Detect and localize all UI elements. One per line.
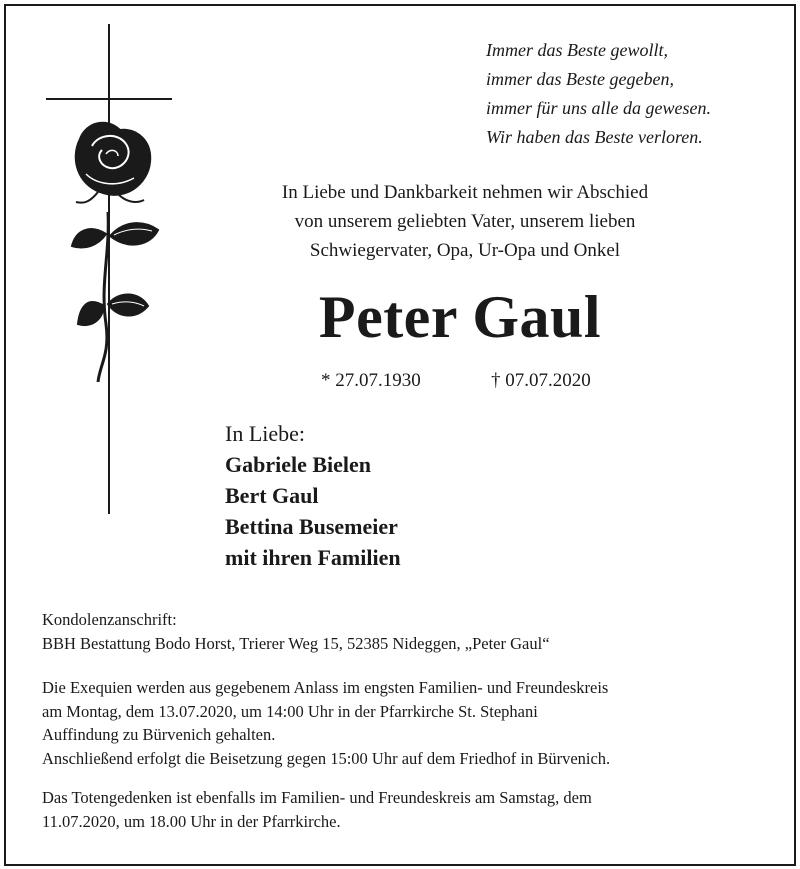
intro-line: In Liebe und Dankbarkeit nehmen wir Abschied [281,182,649,203]
poem-line: Immer das Beste gewollt, [486,40,668,60]
exequien-block [42,676,762,770]
poem-line: immer für uns alle da gewesen. [486,98,711,118]
mourner-name: Bettina Busemeier [225,514,398,539]
birth-date: * 27.07.1930 [321,370,421,391]
condolence-block [42,608,762,655]
cross-icon [40,24,180,524]
mourner-name: Gabriele Bielen [225,452,372,477]
exequien-line: am Montag, dem 13.07.2020, um 14:00 Uhr in der Pfarrkirche St. Stephani [42,701,538,721]
exequien-line: Auffindung zu Bürvenich gehalten. [42,725,276,744]
condolence-label: Kondolenzanschrift: [42,610,177,629]
exequien-line: Anschließend erfolgt die Beisetzung gegen 15:00 Uhr auf dem Friedhof in Bürvenich. [42,748,611,768]
intro-line: Schwiegervater, Opa, Ur-Opa und Onkel [309,240,621,261]
death-date: † 07.07.2020 [491,370,591,391]
exequien-line: Die Exequien werden aus gegebenem Anlass im engsten Familien- und Freundeskreis [42,678,609,697]
mourner-name: mit ihren Familien [225,545,401,570]
poem-line: immer das Beste gegeben, [486,69,674,89]
intro-line: von unserem geliebten Vater, unserem lieben [294,211,636,232]
totengedenken-line: 11.07.2020, um 18.00 Uhr in der Pfarrkirche. [42,811,341,831]
poem-line: Wir haben das Beste verloren. [486,127,703,147]
intro-text [200,178,730,265]
poem [486,36,711,152]
rose-icon [72,123,158,382]
mourner-name: Bert Gaul [225,483,319,508]
totengedenken-line: Das Totengedenken ist ebenfalls im Familien- und Freundeskreis am Samstag, dem [42,788,592,807]
totengedenken-block [42,786,762,833]
mourners-heading: In Liebe: [225,421,306,446]
deceased-name: Peter Gaul [318,284,602,350]
mourners-list [225,449,401,573]
condolence-address: BBH Bestattung Bodo Horst, Trierer Weg 15, 52385 Nideggen, „Peter Gaul“ [42,633,550,653]
